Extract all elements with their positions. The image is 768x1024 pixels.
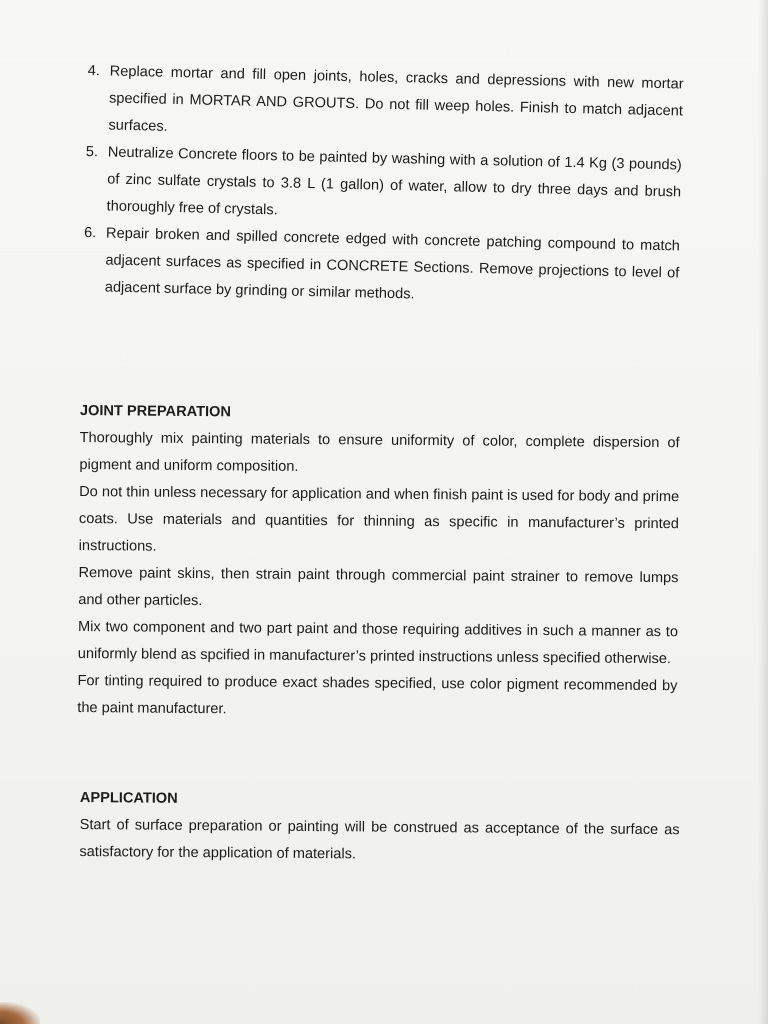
list-item-text: Repair broken and spilled concrete edged with concrete patching compound to match adjacent surfaces as specified in CONCRETE Sections. Remove projections to level of adjacent surface by grinding or similar methods. <box>104 225 681 303</box>
list-item-number: 4. <box>87 62 101 80</box>
paragraph: Mix two component and two part paint and those requiring additives in such a manner as to uniformly blend as spcified in manufacturer’s printed instructions unless specified otherwise. <box>77 618 679 668</box>
paragraph: Thoroughly mix painting materials to ensure uniformity of color, complete dispersion of pigment and uniform composition. <box>79 429 680 475</box>
section-heading: APPLICATION <box>79 789 178 807</box>
list-item-text: Replace mortar and fill open joints, holes, cracks and depressions with new mortar specified in MORTAR AND GROUTS. Do not fill weep holes. Finish to match adjacent surfaces. <box>108 63 684 135</box>
list-item <box>82 220 680 315</box>
joint-preparation-section <box>77 398 680 727</box>
numbered-list <box>82 58 683 314</box>
list-item <box>86 58 684 153</box>
paragraph: For tinting required to produce exact shades specified, use color pigment recommended by the paint manufacturer. <box>77 672 678 718</box>
paragraph: Start of surface preparation or painting will be construed as acceptance of the surface as satisfactory for the application of materials. <box>79 816 680 863</box>
paragraph: Remove paint skins, then strain paint through commercial paint strainer to remove lumps and other particles. <box>78 564 679 610</box>
list-item <box>84 139 682 234</box>
list-item-number: 6. <box>83 224 97 242</box>
application-section <box>79 785 680 871</box>
list-item-text: Neutralize Concrete floors to be painted by washing with a solution of 1.4 Kg (3 pounds) of zinc sulfate crystals to 3.8 L (1 gallon) of water, allow to dry three days and brush thoroughly free of crystals. <box>106 144 682 219</box>
desk-corner <box>0 1002 40 1024</box>
section-heading: JOINT PREPARATION <box>79 402 232 421</box>
list-item-number: 5. <box>85 143 99 161</box>
paragraph: Do not thin unless necessary for application and when finish paint is used for body and prime coats. Use materials and quantities for thinning as specific in manufacturer’s printed instructions. <box>78 483 680 555</box>
